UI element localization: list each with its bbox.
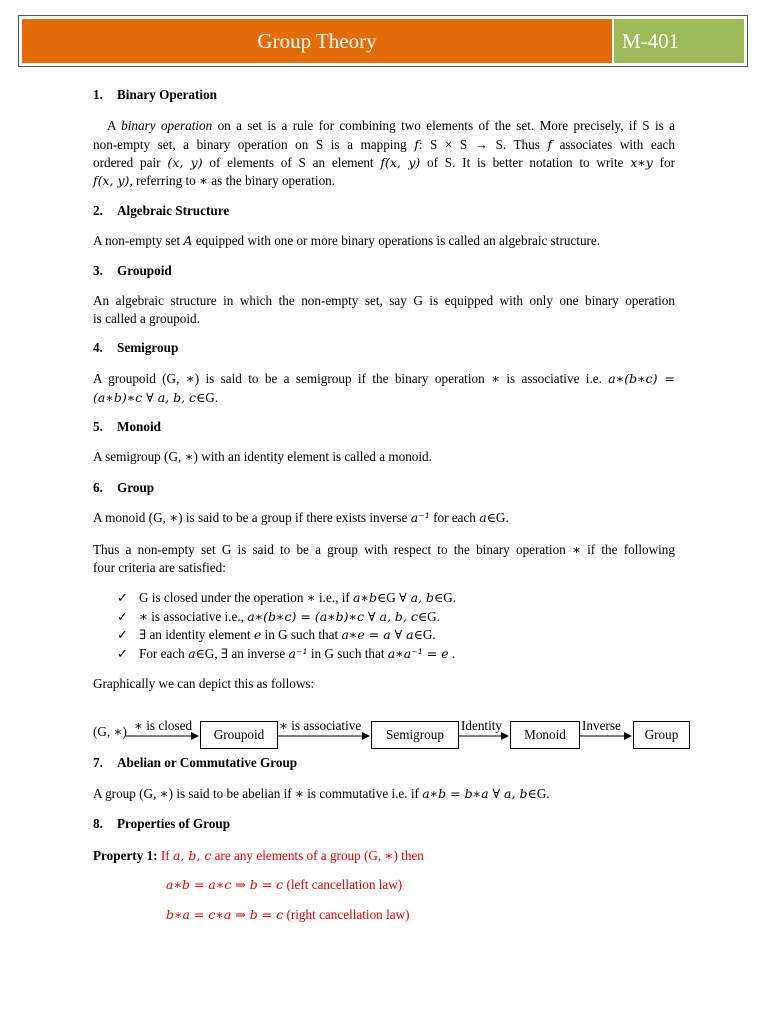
section-1-heading: 1. Binary Operation xyxy=(93,87,218,102)
section-3-heading: 3. Groupoid xyxy=(93,263,172,278)
diagram-start: (G, ∗) xyxy=(93,724,127,739)
box-group: Group xyxy=(633,721,690,749)
s6-para2-line-1: Thus a non-empty set G is said to be a group with respect to the binary operation ∗ if the following xyxy=(93,542,675,557)
label-identity: Identity xyxy=(461,718,503,733)
box-monoid: Monoid xyxy=(510,721,580,749)
left-cancellation-law: a∗b = a∗c ⇒ b = c (left cancellation law) xyxy=(166,877,403,892)
check-icon: ✓ xyxy=(117,609,129,624)
s4-line-2: (a∗b)∗c ∀ a, b, c∈G. xyxy=(93,390,219,405)
label-associative: ∗ is associative xyxy=(279,718,362,733)
right-cancellation-law: b∗a = c∗a ⇒ b = c (right cancellation law) xyxy=(166,907,410,922)
check-icon: ✓ xyxy=(117,627,129,642)
criterion-associative: ✓ ∗ is associative i.e., a∗(b∗c) = (a∗b)∗c ∀ a, b, c∈G. xyxy=(117,608,440,627)
s1-line-3: ordered pair (x, y) of elements of S an element f(x, y) of S. It is better notation to write x∗y for xyxy=(93,155,675,170)
s1-line-1: A binary operation on a set is a rule for combining two elements of the set. More precisely, if S is a xyxy=(107,118,675,133)
s3-line-1: An algebraic structure in which the non-empty set, say G is equipped with only one binary operation xyxy=(93,293,675,308)
section-4-heading: 4. Semigroup xyxy=(93,340,179,355)
label-closed: ∗ is closed xyxy=(134,718,193,733)
s6-para2-line-2: four criteria are satisfied: xyxy=(93,560,226,575)
section-5-heading: 5. Monoid xyxy=(93,419,161,434)
criterion-inverse: ✓ For each a∈G, ∃ an inverse a⁻¹ in G such that a∗a⁻¹ = e . xyxy=(117,645,455,664)
box-groupoid: Groupoid xyxy=(200,721,278,749)
criterion-closure: ✓ G is closed under the operation ∗ i.e., if a∗b∈G ∀ a, b∈G. xyxy=(117,589,456,608)
header-title: Group Theory xyxy=(22,19,612,63)
check-icon: ✓ xyxy=(117,590,129,605)
section-7-heading: 7. Abelian or Commutative Group xyxy=(93,755,298,770)
graph-intro: Graphically we can depict this as follows: xyxy=(93,676,315,691)
s3-line-2: is called a groupoid. xyxy=(93,311,200,326)
s7-text: A group (G, ∗) is said to be abelian if ∗ is commutative i.e. if a∗b = b∗a ∀ a, b∈G. xyxy=(93,786,550,801)
box-semigroup: Semigroup xyxy=(371,721,459,749)
check-icon: ✓ xyxy=(117,646,129,661)
s4-line-1: A groupoid (G, ∗) is said to be a semigroup if the binary operation ∗ is associative i.e. a∗(b∗c) = xyxy=(93,371,675,386)
criterion-identity: ✓ ∃ an identity element e in G such that a∗e = a ∀ a∈G. xyxy=(117,626,436,645)
label-inverse: Inverse xyxy=(582,718,621,733)
section-8-heading: 8. Properties of Group xyxy=(93,816,231,831)
property-1: Property 1: If a, b, c are any elements of a group (G, ∗) then xyxy=(93,848,424,863)
s1-line-2: non-empty set, a binary operation on S is a mapping f: S × S → S. Thus f associates with each xyxy=(93,137,675,152)
section-2-heading: 2. Algebraic Structure xyxy=(93,203,230,218)
s5-text: A semigroup (G, ∗) with an identity element is called a monoid. xyxy=(93,449,432,464)
section-6-heading: 6. Group xyxy=(93,480,155,495)
header-course-code: M-401 xyxy=(614,19,744,63)
s1-line-4: f(x, y), referring to ∗ as the binary operation. xyxy=(93,173,336,188)
s2-text: A non-empty set A equipped with one or more binary operations is called an algebraic structure. xyxy=(93,233,601,248)
s6-line-1: A monoid (G, ∗) is said to be a group if there exists inverse a⁻¹ for each a∈G. xyxy=(93,510,509,525)
